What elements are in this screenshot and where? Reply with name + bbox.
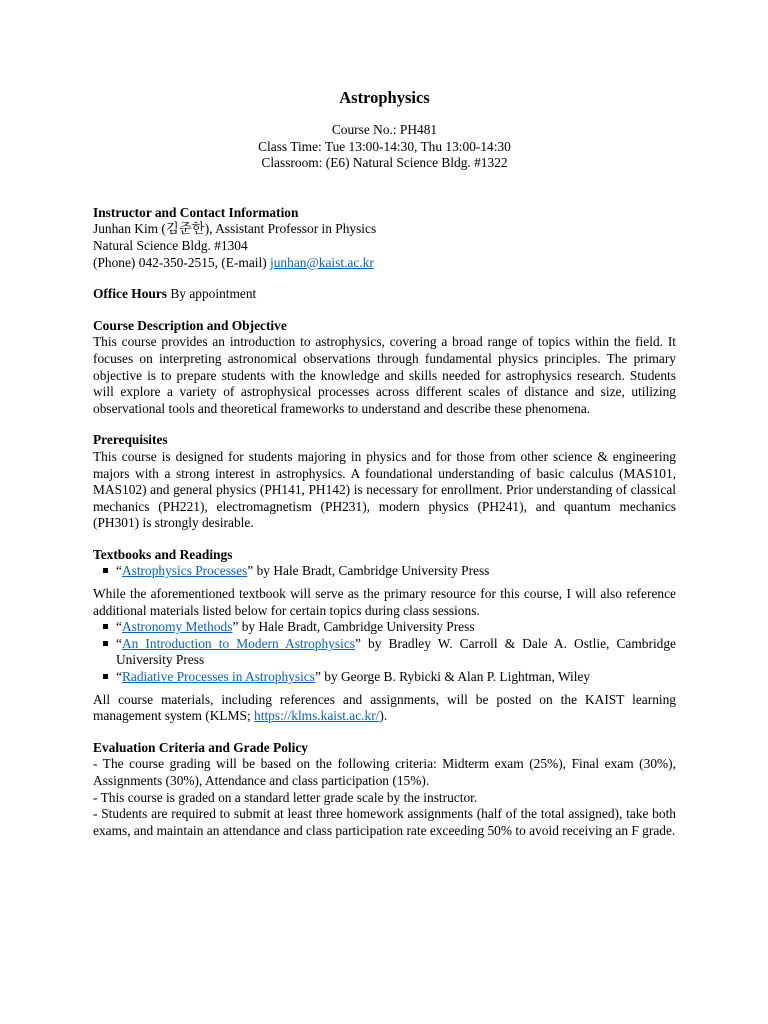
email-link[interactable]: junhan@kaist.ac.kr bbox=[270, 254, 374, 270]
additional-reading-list bbox=[93, 619, 676, 685]
klms-suffix: ). bbox=[379, 708, 388, 724]
list-item bbox=[93, 619, 676, 636]
klms-note bbox=[93, 692, 676, 725]
textbooks-note: While the aforementioned textbook will serve as the primary resource for this course, I will also reference additional materials listed below for certain topics during class sessions. bbox=[93, 586, 676, 618]
office-hours-section bbox=[93, 286, 676, 303]
instructor-heading: Instructor and Contact Information bbox=[93, 204, 299, 220]
course-number: Course No.: PH481 bbox=[331, 122, 438, 137]
class-time: Class Time: Tue 13:00-14:30, Thu 13:00-14:30 bbox=[258, 138, 511, 154]
evaluation-line: - Students are required to submit at least three homework assignments (half of the total assigned), take both exams, and maintain an attendance and class participation rate exceeding 50% to avoid receiving an F grade. bbox=[93, 806, 676, 838]
evaluation-heading: Evaluation Criteria and Grade Policy bbox=[93, 739, 308, 755]
book-link[interactable]: Astrophysics Processes bbox=[121, 563, 248, 579]
instructor-office: Natural Science Bldg. #1304 bbox=[93, 237, 248, 253]
open-quote: “ bbox=[116, 635, 122, 651]
textbooks-section bbox=[93, 547, 676, 725]
instructor-section bbox=[93, 205, 676, 271]
office-hours-text: By appointment bbox=[167, 286, 257, 302]
list-item bbox=[93, 563, 676, 580]
textbooks-heading: Textbooks and Readings bbox=[93, 546, 233, 562]
open-quote: “ bbox=[116, 619, 122, 635]
description-section bbox=[93, 318, 676, 418]
list-item bbox=[93, 669, 676, 686]
klms-link[interactable]: https://klms.kaist.ac.kr/ bbox=[254, 708, 380, 724]
page-title: Astrophysics bbox=[339, 88, 430, 107]
office-hours-heading: Office Hours bbox=[93, 286, 168, 302]
classroom: Classroom: (E6) Natural Science Bldg. #1322 bbox=[261, 155, 508, 171]
instructor-name: Junhan Kim (김준한), Assistant Professor in Physics bbox=[93, 221, 377, 237]
instructor-contact bbox=[93, 255, 676, 272]
book-details: ” by Hale Bradt, Cambridge University Press bbox=[247, 563, 490, 579]
book-details: ” by Bradley W. Carroll & Dale A. Ostlie, Cambridge University Press bbox=[116, 635, 676, 668]
description-text: This course provides an introduction to astrophysics, covering a broad range of topics within the field. It focuses on interpreting astronomical observations through fundamental physics principles. The primary objective is to prepare students with the knowledge and skills needed for astrophysics research. Students will explore a variety of astrophysical processes across different scales of distance and size, utilizing observational tools and theoretical frameworks to understand and describe these phenomena. bbox=[93, 334, 676, 416]
evaluation-section bbox=[93, 740, 676, 840]
klms-prefix: All course materials, including references and assignments, will be posted on the KAIST learning management system (KLMS; bbox=[93, 691, 676, 724]
open-quote: “ bbox=[116, 563, 122, 579]
open-quote: “ bbox=[116, 669, 122, 685]
prerequisites-heading: Prerequisites bbox=[93, 432, 168, 448]
primary-textbook-list bbox=[93, 563, 676, 580]
book-link[interactable]: An Introduction to Modern Astrophysics bbox=[121, 635, 355, 651]
book-details: ” by George B. Rybicki & Alan P. Lightman, Wiley bbox=[314, 669, 591, 685]
book-link[interactable]: Radiative Processes in Astrophysics bbox=[121, 669, 315, 685]
prerequisites-section bbox=[93, 432, 676, 532]
book-details: ” by Hale Bradt, Cambridge University Press bbox=[232, 619, 475, 635]
syllabus-content bbox=[93, 86, 676, 839]
book-link[interactable]: Astronomy Methods bbox=[121, 619, 233, 635]
list-item bbox=[93, 636, 676, 669]
evaluation-line: - The course grading will be based on the following criteria: Midterm exam (25%), Final exam (30%), Assignments (30%), Attendance and class participation (15%). bbox=[93, 756, 676, 788]
contact-prefix: (Phone) 042-350-2515, (E-mail) bbox=[93, 254, 271, 270]
evaluation-line: - This course is graded on a standard letter grade scale by the instructor. bbox=[93, 789, 478, 805]
description-heading: Course Description and Objective bbox=[93, 317, 287, 333]
prerequisites-text: This course is designed for students majoring in physics and for those from other science & engineering majors with a strong interest in astrophysics. A foundational understanding of basic calculus (MAS101, MAS102) and general physics (PH141, PH142) is necessary for enrollment. Prior understanding of classical mechanics (PH221), electromagnetism (PH231), modern physics (PH241), and quantum mechanics (PH301) is strongly desirable. bbox=[93, 448, 676, 531]
